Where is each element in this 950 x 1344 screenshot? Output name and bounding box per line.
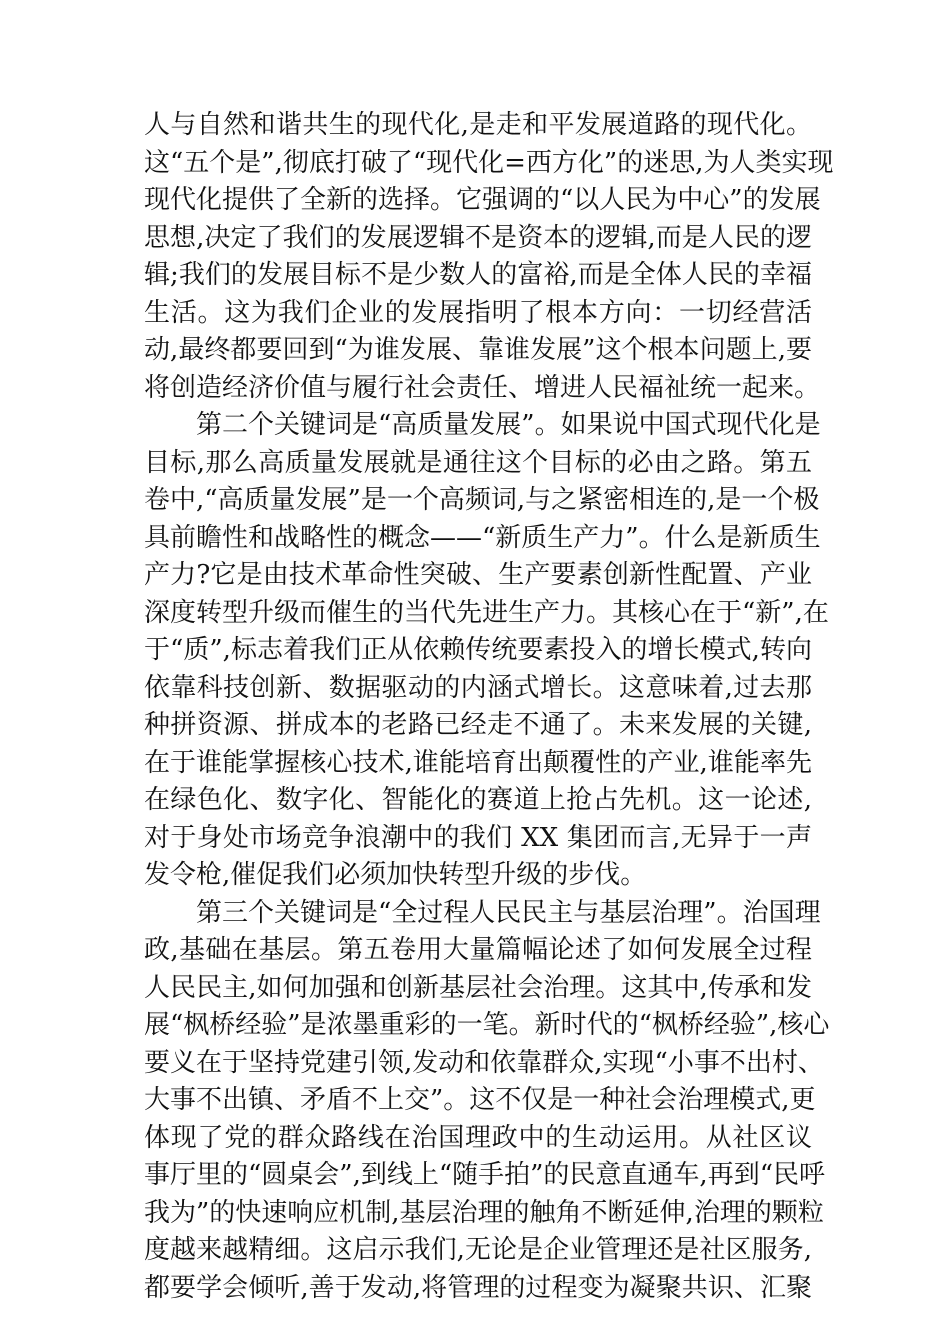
text-line: 现代化提供了全新的选择。它强调的“以人民为中心”的发展 xyxy=(144,185,821,215)
text-line: 卷中,“高质量发展”是一个高频词,与之紧密相连的,是一个极 xyxy=(144,485,820,515)
text-line: 第三个关键词是“全过程人民民主与基层治理”。治国理 xyxy=(196,897,821,928)
text-line: 大事不出镇、矛盾不上交”。这不仅是一种社会治理模式,更 xyxy=(144,1085,816,1115)
text-line: 体现了党的群众路线在治国理政中的生动运用。从社区议 xyxy=(144,1122,812,1153)
text-line: 思想,决定了我们的发展逻辑不是资本的逻辑,而是人民的逻 xyxy=(144,222,812,253)
text-line: 展“枫桥经验”是浓墨重彩的一笔。新时代的“枫桥经验”,核心 xyxy=(144,1010,830,1040)
text-line: 辑;我们的发展目标不是少数人的富裕,而是全体人民的幸福 xyxy=(144,260,812,290)
text-line: 目标,那么高质量发展就是通往这个目标的必由之路。第五 xyxy=(144,447,812,478)
text-line: 事厅里的“圆桌会”,到线上“随手拍”的民意直通车,再到“民呼 xyxy=(144,1160,825,1190)
text-line: 我为”的快速响应机制,基层治理的触角不断延伸,治理的颗粒 xyxy=(144,1197,824,1228)
text-line: 度越来越精细。这启示我们,无论是企业管理还是社区服务, xyxy=(144,1235,812,1265)
paragraph xyxy=(144,107,834,407)
text-line: 生活。这为我们企业的发展指明了根本方向：一切经营活 xyxy=(144,297,812,328)
text-line: 种拼资源、拼成本的老路已经走不通了。未来发展的关键, xyxy=(144,710,812,740)
text-line: 人与自然和谐共生的现代化,是走和平发展道路的现代化。 xyxy=(144,110,812,140)
text-line: 在绿色化、数字化、智能化的赛道上抢占先机。这一论述, xyxy=(144,785,812,815)
text-line: 产力?它是由技术革命性突破、生产要素创新性配置、产业 xyxy=(144,560,812,590)
document-body xyxy=(144,107,834,1307)
text-line: 对于身处市场竞争浪潮中的我们 XX 集团而言,无异于一声 xyxy=(144,822,812,853)
text-line: 人民民主,如何加强和创新基层社会治理。这其中,传承和发 xyxy=(144,972,812,1003)
paragraph xyxy=(144,895,830,1308)
text-line: 动,最终都要回到“为谁发展、靠谁发展”这个根本问题上,要 xyxy=(144,335,812,365)
text-line: 政,基础在基层。第五卷用大量篇幅论述了如何发展全过程 xyxy=(144,935,812,965)
text-line: 深度转型升级而催生的当代先进生产力。其核心在于“新”,在 xyxy=(144,597,829,628)
text-line: 具前瞻性和战略性的概念——“新质生产力”。什么是新质生 xyxy=(144,522,821,553)
text-line: 都要学会倾听,善于发动,将管理的过程变为凝聚共识、汇聚 xyxy=(144,1272,812,1303)
paragraph xyxy=(144,407,829,895)
text-line: 要义在于坚持党建引领,发动和依靠群众,实现“小事不出村、 xyxy=(144,1047,824,1078)
text-line: 发令枪,催促我们必须加快转型升级的步伐。 xyxy=(144,860,647,890)
text-line: 这“五个是”,彻底打破了“现代化=西方化”的迷思,为人类实现 xyxy=(144,147,834,178)
text-line: 于“质”,标志着我们正从依赖传统要素投入的增长模式,转向 xyxy=(144,635,812,665)
text-line: 依靠科技创新、数据驱动的内涵式增长。这意味着,过去那 xyxy=(144,672,812,703)
text-line: 第二个关键词是“高质量发展”。如果说中国式现代化是 xyxy=(196,410,821,440)
text-line: 将创造经济价值与履行社会责任、增进人民福祉统一起来。 xyxy=(144,372,821,403)
text-line: 在于谁能掌握核心技术,谁能培育出颠覆性的产业,谁能率先 xyxy=(144,747,812,778)
